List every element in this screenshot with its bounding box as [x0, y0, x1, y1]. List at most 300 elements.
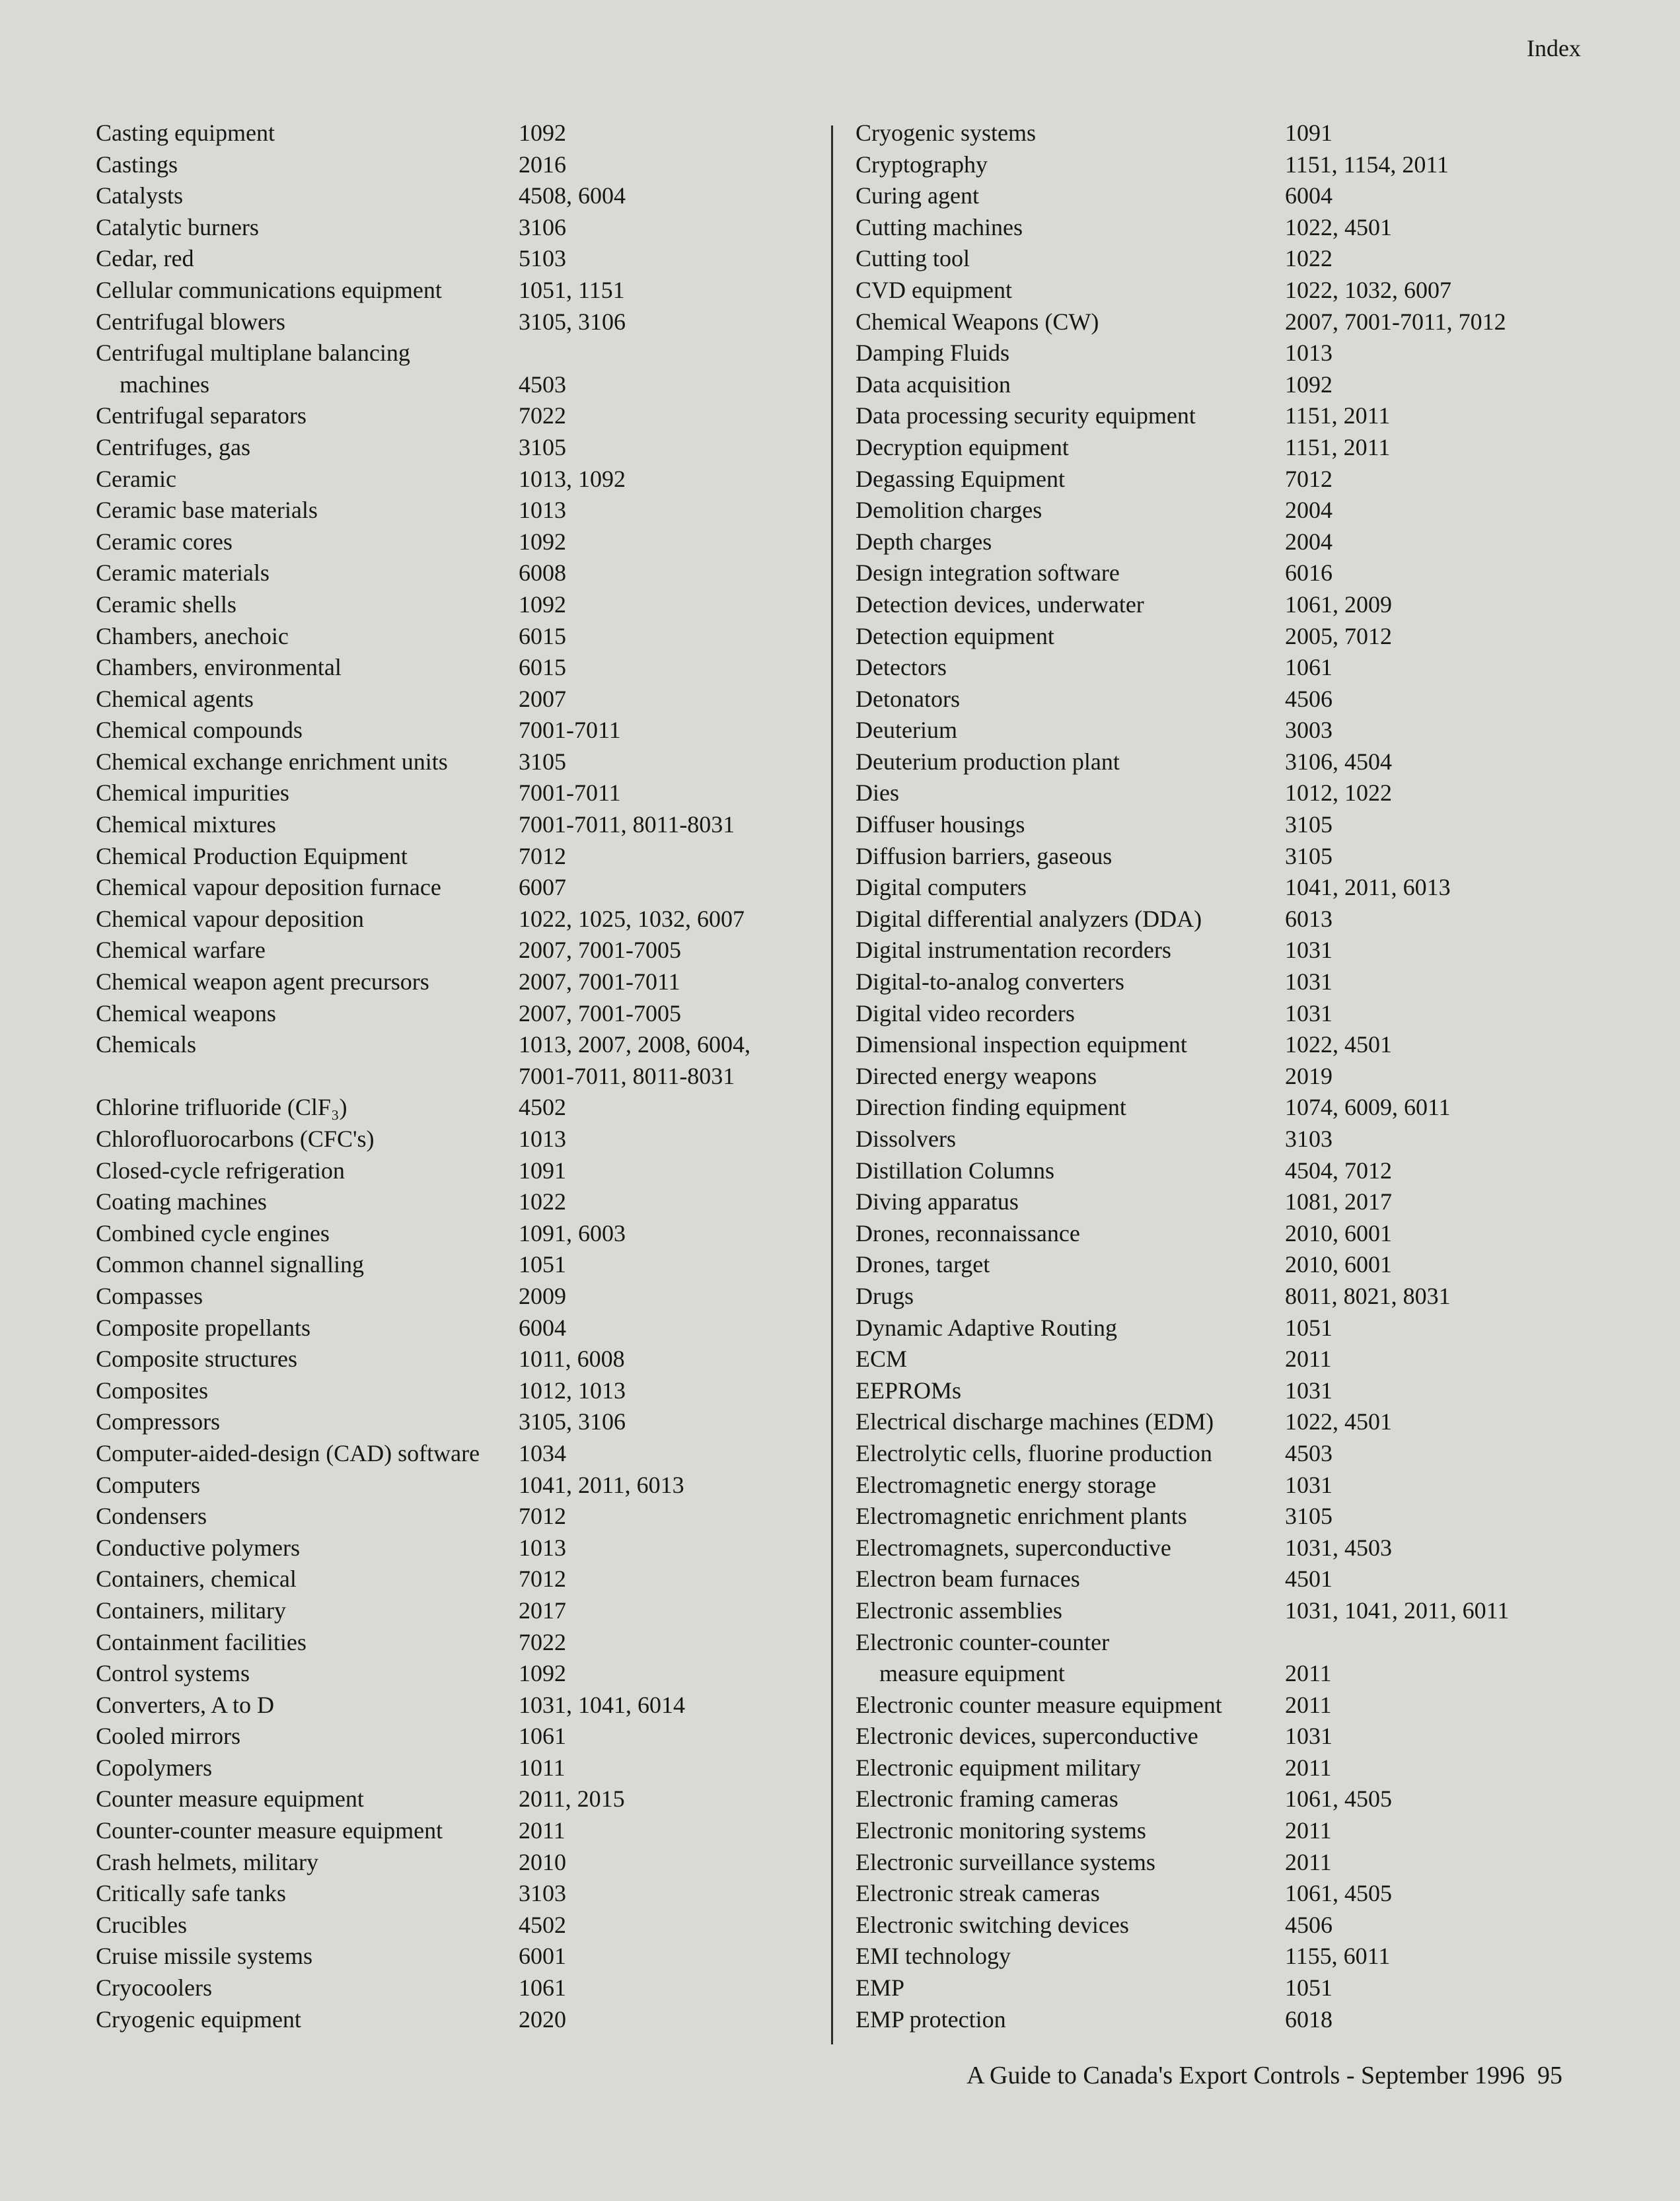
index-term: Centrifugal separators — [96, 402, 307, 429]
index-entry — [96, 400, 783, 432]
index-term: Chemical Production Equipment — [96, 842, 408, 869]
page-number: 95 — [1537, 2062, 1562, 2089]
index-refs: 7022 — [519, 1628, 566, 1655]
index-refs: 1013 — [519, 497, 566, 524]
index-refs: 1051 — [1285, 1314, 1333, 1341]
index-entry — [856, 275, 1589, 307]
index-term: Decryption equipment — [856, 433, 1069, 460]
index-refs: 1022, 4501 — [1285, 1031, 1392, 1058]
index-refs: 3105 — [1285, 811, 1333, 838]
index-refs: 3106, 4504 — [1285, 748, 1392, 775]
index-entry — [96, 809, 783, 841]
index-term: Cryptography — [856, 151, 988, 178]
index-entry — [96, 1658, 783, 1690]
index-entry — [856, 558, 1589, 589]
index-term: Cutting machines — [856, 213, 1023, 240]
index-refs: 1061, 4505 — [1285, 1880, 1392, 1907]
index-refs: 4504, 7012 — [1285, 1157, 1392, 1184]
index-term: Chemical warfare — [96, 937, 266, 964]
index-entry — [96, 1972, 783, 2004]
index-refs: 1013, 2007, 2008, 6004, — [519, 1031, 750, 1058]
index-entry — [856, 1313, 1589, 1344]
index-term: Digital-to-analog converters — [856, 968, 1124, 995]
index-entry — [96, 180, 783, 212]
index-entry — [96, 1092, 783, 1124]
index-entry — [856, 526, 1589, 558]
index-entry — [96, 1878, 783, 1910]
index-entry — [856, 1721, 1589, 1752]
index-refs: 2011 — [1285, 1660, 1332, 1687]
index-entry — [96, 1627, 783, 1659]
index-term: Condensers — [96, 1503, 207, 1530]
index-term: Electrolytic cells, fluorine production — [856, 1439, 1212, 1466]
index-refs: 6015 — [519, 654, 566, 681]
index-term: Digital video recorders — [856, 999, 1075, 1027]
index-refs: 2007 — [519, 685, 566, 712]
index-entry — [96, 1186, 783, 1218]
index-entry — [856, 212, 1589, 244]
index-refs: 2020 — [519, 2005, 566, 2033]
index-refs: 1022, 1032, 6007 — [1285, 276, 1451, 303]
index-term: Counter-counter measure equipment — [96, 1817, 443, 1844]
index-refs: 1031 — [1285, 1471, 1333, 1498]
index-refs: 1031, 1041, 2011, 6011 — [1285, 1597, 1510, 1624]
index-entry — [856, 1627, 1589, 1659]
index-refs: 6018 — [1285, 2005, 1333, 2033]
index-entry — [856, 1344, 1589, 1375]
index-term: Cutting tool — [856, 245, 970, 272]
index-refs: 1092 — [519, 528, 566, 555]
index-refs: 4502 — [519, 1094, 566, 1121]
index-refs: 4508, 6004 — [519, 182, 626, 209]
index-term: Cryogenic systems — [856, 120, 1036, 146]
index-refs: 1092 — [519, 1660, 566, 1687]
index-entry — [96, 1124, 783, 1155]
index-refs: 2011 — [1285, 1754, 1332, 1781]
index-term: Electronic streak cameras — [856, 1880, 1100, 1907]
index-entry — [856, 998, 1589, 1030]
index-term: Containment facilities — [96, 1628, 307, 1655]
index-entry — [96, 841, 783, 873]
index-term: Centrifugal multiplane balancing — [96, 340, 410, 367]
index-refs: 1031 — [1285, 937, 1333, 964]
index-entry — [856, 1847, 1589, 1879]
index-entry — [856, 1878, 1589, 1910]
index-term: Dynamic Adaptive Routing — [856, 1314, 1117, 1341]
index-entry — [96, 1155, 783, 1187]
index-term: Chemical compounds — [96, 717, 303, 744]
index-term: Electromagnetic energy storage — [856, 1471, 1157, 1498]
index-term: Cooled mirrors — [96, 1723, 240, 1750]
column-divider — [831, 126, 833, 2044]
index-entry — [856, 809, 1589, 841]
index-term: Cryogenic equipment — [96, 2005, 301, 2033]
index-term: Electromagnets, superconductive — [856, 1534, 1171, 1561]
index-entry — [856, 307, 1589, 338]
index-term: Chlorine trifluoride (ClF₃) — [96, 1094, 347, 1121]
index-entry — [856, 872, 1589, 904]
index-entry — [96, 872, 783, 904]
index-entry — [856, 400, 1589, 432]
index-entry — [96, 1941, 783, 1972]
index-term: Combined cycle engines — [96, 1219, 330, 1246]
index-refs: 1074, 6009, 6011 — [1285, 1094, 1451, 1121]
index-term: Electronic equipment military — [856, 1754, 1141, 1781]
index-refs: 1011, 6008 — [519, 1346, 625, 1373]
index-term: Electronic framing cameras — [856, 1786, 1118, 1813]
index-term: measure equipment — [856, 1660, 1065, 1687]
index-entry — [856, 1658, 1589, 1690]
index-refs: 1092 — [1285, 371, 1333, 398]
index-term: Crash helmets, military — [96, 1848, 318, 1875]
index-entry — [856, 1092, 1589, 1124]
index-term: Digital instrumentation recorders — [856, 937, 1171, 964]
index-refs: 7022 — [519, 402, 566, 429]
index-refs: 1091 — [519, 1157, 566, 1184]
index-refs: 1051 — [1285, 1974, 1333, 2002]
index-term: Computer-aided-design (CAD) software — [96, 1439, 480, 1466]
index-refs: 1151, 2011 — [1285, 433, 1391, 460]
index-refs: 4506 — [1285, 685, 1333, 712]
index-refs: 1013 — [519, 1534, 566, 1561]
index-entry — [856, 2004, 1589, 2036]
index-refs: 3103 — [519, 1880, 566, 1907]
index-entry — [856, 746, 1589, 778]
index-refs: 1091 — [1285, 120, 1333, 146]
index-term: Detonators — [856, 685, 960, 712]
index-term: Common channel signalling — [96, 1251, 364, 1278]
index-refs: 6015 — [519, 622, 566, 649]
index-term: Dissolvers — [856, 1126, 956, 1152]
index-entry — [856, 1784, 1589, 1815]
index-term: Chemical exchange enrichment units — [96, 748, 448, 775]
index-entry — [856, 621, 1589, 653]
index-refs: 1051 — [519, 1251, 566, 1278]
index-term: Electron beam furnaces — [856, 1566, 1080, 1593]
index-entry — [856, 1533, 1589, 1564]
index-refs: 1092 — [519, 120, 566, 146]
index-entry — [96, 1061, 783, 1093]
index-entry — [96, 1406, 783, 1438]
index-refs: 4501 — [1285, 1566, 1333, 1593]
index-term: EMP protection — [856, 2005, 1006, 2033]
index-refs: 2005, 7012 — [1285, 622, 1392, 649]
index-entry — [856, 841, 1589, 873]
index-entry — [96, 1752, 783, 1784]
index-refs: 1022, 4501 — [1285, 213, 1392, 240]
index-refs: 1013 — [1285, 340, 1333, 367]
index-refs: 2011 — [519, 1817, 566, 1844]
index-refs: 1031 — [1285, 1377, 1333, 1404]
index-refs: 1022, 4501 — [1285, 1408, 1392, 1435]
index-refs: 1031 — [1285, 999, 1333, 1027]
index-refs: 1151, 1154, 2011 — [1285, 151, 1449, 178]
index-entry — [856, 180, 1589, 212]
index-term: Deuterium production plant — [856, 748, 1120, 775]
index-refs: 2007, 7001-7005 — [519, 937, 681, 964]
index-term: Centrifuges, gas — [96, 433, 250, 460]
index-term: Electronic counter measure equipment — [856, 1691, 1222, 1718]
index-term: Data processing security equipment — [856, 402, 1196, 429]
index-term: Digital differential analyzers (DDA) — [856, 905, 1202, 932]
index-refs: 1091, 6003 — [519, 1219, 626, 1246]
index-term: Electronic surveillance systems — [856, 1848, 1155, 1875]
index-term: Electrical discharge machines (EDM) — [856, 1408, 1214, 1435]
index-term: ECM — [856, 1346, 908, 1373]
index-entry — [96, 1313, 783, 1344]
index-entry — [856, 1186, 1589, 1218]
index-refs: 4503 — [519, 371, 566, 398]
index-entry — [856, 432, 1589, 464]
index-refs: 2011 — [1285, 1817, 1332, 1844]
index-entry — [96, 275, 783, 307]
index-refs: 2007, 7001-7005 — [519, 999, 681, 1027]
index-refs: 6004 — [519, 1314, 566, 1341]
index-entry — [96, 1375, 783, 1407]
index-entry — [856, 935, 1589, 966]
index-entry — [96, 904, 783, 935]
index-refs: 1151, 2011 — [1285, 402, 1391, 429]
index-term: EEPROMs — [856, 1377, 962, 1404]
index-refs: 3003 — [1285, 717, 1333, 744]
index-entry — [96, 2004, 783, 2036]
index-refs: 3105, 3106 — [519, 308, 626, 335]
index-refs: 3105 — [1285, 842, 1333, 869]
index-refs: 2011 — [1285, 1691, 1332, 1718]
index-entry — [96, 526, 783, 558]
index-refs: 1013 — [519, 1126, 566, 1152]
index-entry — [856, 1406, 1589, 1438]
index-term: Electronic counter-counter — [856, 1628, 1110, 1655]
index-term: Digital computers — [856, 874, 1027, 901]
index-refs: 7001-7011, 8011-8031 — [519, 811, 735, 838]
index-refs: 3106 — [519, 213, 566, 240]
index-refs: 1061, 4505 — [1285, 1786, 1392, 1813]
index-refs: 2010, 6001 — [1285, 1219, 1392, 1246]
index-entry — [96, 338, 783, 369]
index-term: Conductive polymers — [96, 1534, 300, 1561]
index-refs: 6007 — [519, 874, 566, 901]
index-refs: 1051, 1151 — [519, 276, 625, 303]
index-entry — [96, 589, 783, 621]
index-term: Drones, reconnaissance — [856, 1219, 1080, 1246]
index-entry — [856, 118, 1589, 149]
index-refs: 1031, 1041, 6014 — [519, 1691, 685, 1718]
index-entry — [856, 369, 1589, 401]
index-term: Composite structures — [96, 1346, 297, 1373]
index-entry — [96, 1218, 783, 1250]
index-entry — [96, 1470, 783, 1501]
index-entry — [96, 307, 783, 338]
index-refs: 7001-7011 — [519, 779, 621, 807]
index-term: Drones, target — [856, 1251, 990, 1278]
index-entry — [96, 212, 783, 244]
index-term: Counter measure equipment — [96, 1786, 364, 1813]
index-term: Damping Fluids — [856, 340, 1010, 367]
index-entry — [96, 1438, 783, 1470]
index-term: Deuterium — [856, 717, 957, 744]
index-entry — [96, 1501, 783, 1533]
index-term: Diving apparatus — [856, 1188, 1019, 1215]
index-term: Chambers, environmental — [96, 654, 342, 681]
index-entry — [96, 1815, 783, 1847]
index-entry — [96, 1784, 783, 1815]
index-refs: 2010, 6001 — [1285, 1251, 1392, 1278]
index-term: Data acquisition — [856, 371, 1011, 398]
index-entry — [96, 432, 783, 464]
index-refs: 7012 — [519, 1566, 566, 1593]
index-term: Dies — [856, 779, 899, 807]
index-term: Chemical mixtures — [96, 811, 276, 838]
page-footer — [967, 2061, 1562, 2090]
index-refs: 2007, 7001-7011, 7012 — [1285, 308, 1506, 335]
index-term: Converters, A to D — [96, 1691, 274, 1718]
index-refs: 2016 — [519, 151, 566, 178]
index-refs: 5103 — [519, 245, 566, 272]
index-refs: 3105 — [519, 748, 566, 775]
index-entry — [856, 149, 1589, 181]
index-refs: 1041, 2011, 6013 — [519, 1471, 684, 1498]
index-term: Centrifugal blowers — [96, 308, 285, 335]
index-entry — [96, 1721, 783, 1752]
index-term: Detection devices, underwater — [856, 591, 1144, 618]
index-term: Composite propellants — [96, 1314, 310, 1341]
index-entry — [96, 1249, 783, 1281]
index-refs: 2010 — [519, 1848, 566, 1875]
index-entry — [96, 966, 783, 998]
index-term: Design integration software — [856, 559, 1120, 587]
index-entry — [96, 495, 783, 526]
index-entry — [856, 1815, 1589, 1847]
index-term: Chemical agents — [96, 685, 254, 712]
index-term: Direction finding equipment — [856, 1094, 1126, 1121]
index-entry — [96, 369, 783, 401]
index-term: Ceramic — [96, 465, 176, 492]
index-entry — [856, 1595, 1589, 1627]
index-entry — [856, 1501, 1589, 1533]
index-refs: 6004 — [1285, 182, 1333, 209]
index-term: Ceramic cores — [96, 528, 233, 555]
index-refs: 1013, 1092 — [519, 465, 626, 492]
index-term: Ceramic shells — [96, 591, 237, 618]
index-entry — [96, 1690, 783, 1721]
index-entry — [96, 1564, 783, 1595]
index-term: Chemical vapour deposition furnace — [96, 874, 441, 901]
index-term — [96, 1061, 519, 1093]
index-entry — [856, 589, 1589, 621]
index-term: Cedar, red — [96, 245, 194, 272]
index-refs: 1061, 2009 — [1285, 591, 1392, 618]
index-refs: 3105 — [519, 433, 566, 460]
index-entry — [856, 904, 1589, 935]
index-refs: 3105 — [1285, 1503, 1333, 1530]
index-term: EMP — [856, 1974, 905, 2002]
index-refs: 2007, 7001-7011 — [519, 968, 680, 995]
index-entry — [96, 464, 783, 495]
index-refs: 7012 — [519, 1503, 566, 1530]
index-entry — [856, 338, 1589, 369]
index-entry — [856, 715, 1589, 746]
index-entry — [96, 621, 783, 653]
index-refs: 1081, 2017 — [1285, 1188, 1392, 1215]
index-refs: 4506 — [1285, 1911, 1333, 1938]
index-entry — [96, 746, 783, 778]
index-refs: 2004 — [1285, 528, 1333, 555]
index-term: Chemical vapour deposition — [96, 905, 364, 932]
index-entry — [856, 1752, 1589, 1784]
index-entry — [96, 652, 783, 684]
index-entry — [856, 1218, 1589, 1250]
index-term: Directed energy weapons — [856, 1062, 1097, 1089]
index-term: Electromagnetic enrichment plants — [856, 1503, 1187, 1530]
index-term: machines — [96, 371, 209, 398]
index-refs: 1092 — [519, 591, 566, 618]
index-term: Depth charges — [856, 528, 992, 555]
index-refs: 1061 — [519, 1974, 566, 2002]
index-term: Composites — [96, 1377, 209, 1404]
index-entry — [856, 1029, 1589, 1061]
index-term: Chemical Weapons (CW) — [856, 308, 1099, 335]
index-entry — [856, 1438, 1589, 1470]
page-header: Index — [1527, 35, 1581, 61]
index-refs: 6013 — [1285, 905, 1333, 932]
index-term: Curing agent — [856, 182, 979, 209]
index-entry — [856, 1124, 1589, 1155]
index-refs: 1155, 6011 — [1285, 1943, 1391, 1970]
index-term: Chambers, anechoic — [96, 622, 289, 649]
footer-title: A Guide to Canada's Export Controls - September 1996 — [967, 2062, 1525, 2089]
index-term: Crucibles — [96, 1911, 187, 1938]
index-term: Catalytic burners — [96, 213, 259, 240]
index-term: Electronic switching devices — [856, 1911, 1129, 1938]
index-term: Castings — [96, 151, 178, 178]
index-refs: 1012, 1013 — [519, 1377, 626, 1404]
index-entry — [96, 1533, 783, 1564]
index-refs: 4502 — [519, 1911, 566, 1938]
index-refs: 1031, 4503 — [1285, 1534, 1392, 1561]
index-entry — [96, 1029, 783, 1061]
index-term: Dimensional inspection equipment — [856, 1031, 1187, 1058]
index-term: Cruise missile systems — [96, 1943, 313, 1970]
index-entry — [856, 1281, 1589, 1313]
index-refs: 1022 — [1285, 245, 1333, 272]
index-entry — [96, 777, 783, 809]
index-term: Electronic monitoring systems — [856, 1817, 1146, 1844]
index-refs: 2017 — [519, 1597, 566, 1624]
index-term: Closed-cycle refrigeration — [96, 1157, 345, 1184]
index-entry — [856, 1910, 1589, 1941]
index-entry — [856, 243, 1589, 275]
index-entry — [96, 998, 783, 1030]
index-term: Compressors — [96, 1408, 220, 1435]
index-entry — [856, 652, 1589, 684]
index-refs: 6001 — [519, 1943, 566, 1970]
index-term: Detection equipment — [856, 622, 1054, 649]
index-term: EMI technology — [856, 1943, 1011, 1970]
index-term: Chemicals — [96, 1031, 196, 1058]
index-term: Chemical weapons — [96, 999, 276, 1027]
index-refs: 1031 — [1285, 1723, 1333, 1750]
index-term: Diffuser housings — [856, 811, 1025, 838]
index-refs: 2019 — [1285, 1062, 1333, 1089]
index-term: Containers, military — [96, 1597, 286, 1624]
index-refs: 7012 — [519, 842, 566, 869]
index-term: Chemical impurities — [96, 779, 289, 807]
index-term: Cellular communications equipment — [96, 276, 442, 303]
index-entry — [856, 684, 1589, 715]
index-column-left — [96, 118, 783, 2035]
index-refs: 1061 — [1285, 654, 1333, 681]
